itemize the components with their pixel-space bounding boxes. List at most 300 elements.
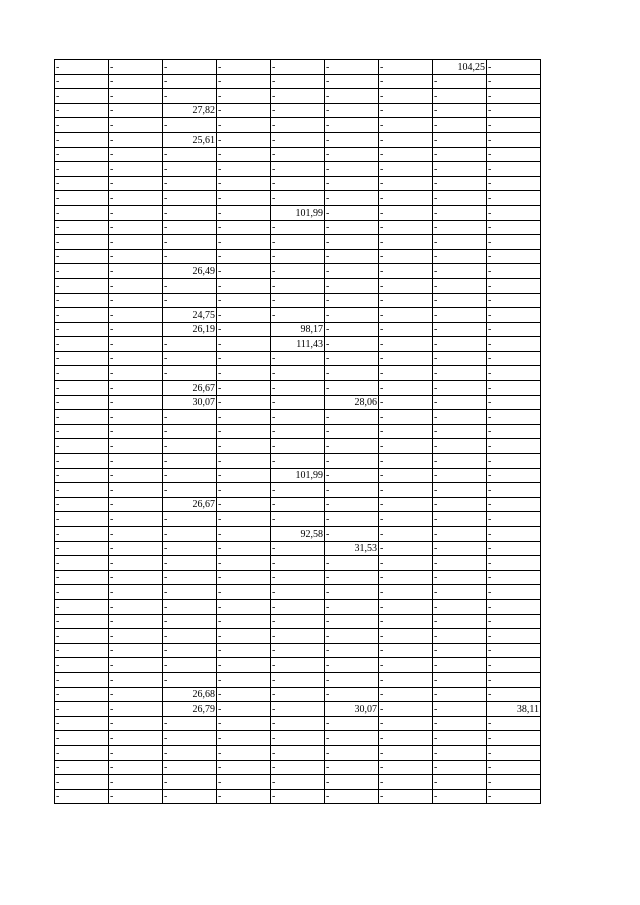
table-cell[interactable]: - xyxy=(487,629,541,644)
table-cell[interactable]: - xyxy=(487,322,541,337)
table-cell[interactable]: 28,06 xyxy=(325,395,379,410)
table-cell[interactable]: - xyxy=(487,731,541,746)
table-cell[interactable]: - xyxy=(109,424,163,439)
table-cell[interactable]: - xyxy=(217,570,271,585)
table-cell[interactable]: - xyxy=(109,147,163,162)
table-cell[interactable]: - xyxy=(163,570,217,585)
table-cell[interactable]: - xyxy=(109,60,163,75)
table-cell[interactable]: - xyxy=(433,395,487,410)
table-cell[interactable]: - xyxy=(271,264,325,279)
table-cell[interactable]: - xyxy=(271,89,325,104)
table-cell[interactable]: - xyxy=(271,381,325,396)
table-cell[interactable]: - xyxy=(379,629,433,644)
table-cell[interactable]: - xyxy=(379,132,433,147)
table-cell[interactable]: - xyxy=(217,468,271,483)
table-cell[interactable]: - xyxy=(433,147,487,162)
table-cell[interactable]: - xyxy=(487,162,541,177)
table-cell[interactable]: - xyxy=(109,74,163,89)
table-cell[interactable]: - xyxy=(433,410,487,425)
table-cell[interactable]: - xyxy=(487,716,541,731)
table-cell[interactable]: - xyxy=(217,103,271,118)
table-cell[interactable]: - xyxy=(271,658,325,673)
table-cell[interactable]: - xyxy=(163,789,217,804)
table-cell[interactable]: - xyxy=(163,89,217,104)
table-cell[interactable]: - xyxy=(55,264,109,279)
table-cell[interactable]: - xyxy=(325,249,379,264)
table-cell[interactable]: - xyxy=(379,205,433,220)
table-cell[interactable]: - xyxy=(487,395,541,410)
table-cell[interactable]: - xyxy=(271,702,325,717)
table-cell[interactable]: - xyxy=(433,789,487,804)
table-cell[interactable]: - xyxy=(433,249,487,264)
table-cell[interactable]: - xyxy=(325,527,379,542)
table-cell[interactable]: - xyxy=(217,541,271,556)
table-cell[interactable]: - xyxy=(55,658,109,673)
table-cell[interactable]: - xyxy=(379,775,433,790)
table-cell[interactable]: - xyxy=(55,556,109,571)
table-cell[interactable]: - xyxy=(433,118,487,133)
table-cell[interactable]: - xyxy=(487,103,541,118)
table-cell[interactable]: - xyxy=(55,424,109,439)
table-cell[interactable]: - xyxy=(379,716,433,731)
table-cell[interactable]: - xyxy=(487,541,541,556)
table-cell[interactable]: - xyxy=(433,351,487,366)
table-cell[interactable]: - xyxy=(379,235,433,250)
table-cell[interactable]: - xyxy=(109,293,163,308)
table-cell[interactable]: - xyxy=(433,599,487,614)
table-cell[interactable]: - xyxy=(271,118,325,133)
table-cell[interactable]: - xyxy=(433,220,487,235)
table-cell[interactable]: - xyxy=(163,541,217,556)
table-cell[interactable]: - xyxy=(109,118,163,133)
table-cell[interactable]: - xyxy=(109,205,163,220)
table-cell[interactable]: - xyxy=(433,775,487,790)
table-cell[interactable]: - xyxy=(325,716,379,731)
table-cell[interactable]: - xyxy=(379,497,433,512)
table-cell[interactable]: - xyxy=(55,731,109,746)
table-cell[interactable]: - xyxy=(379,599,433,614)
table-cell[interactable]: - xyxy=(55,629,109,644)
table-cell[interactable]: - xyxy=(379,789,433,804)
table-cell[interactable]: - xyxy=(109,745,163,760)
table-cell[interactable]: - xyxy=(217,599,271,614)
table-cell[interactable]: - xyxy=(109,220,163,235)
table-cell[interactable]: - xyxy=(109,235,163,250)
table-cell[interactable]: - xyxy=(55,541,109,556)
table-cell[interactable]: - xyxy=(487,249,541,264)
table-cell[interactable]: - xyxy=(271,614,325,629)
table-cell[interactable]: - xyxy=(379,395,433,410)
table-cell[interactable]: - xyxy=(109,308,163,323)
table-cell[interactable]: - xyxy=(433,570,487,585)
table-cell[interactable]: - xyxy=(109,570,163,585)
table-cell[interactable]: - xyxy=(433,235,487,250)
table-cell[interactable]: - xyxy=(271,497,325,512)
table-cell[interactable]: - xyxy=(271,366,325,381)
table-cell[interactable]: - xyxy=(433,760,487,775)
table-cell[interactable]: 26,67 xyxy=(163,381,217,396)
table-cell[interactable]: - xyxy=(163,716,217,731)
table-cell[interactable]: - xyxy=(109,643,163,658)
table-cell[interactable]: - xyxy=(109,264,163,279)
table-cell[interactable]: - xyxy=(163,745,217,760)
table-cell[interactable]: - xyxy=(487,775,541,790)
table-cell[interactable]: - xyxy=(109,103,163,118)
table-cell[interactable]: - xyxy=(487,410,541,425)
table-cell[interactable]: - xyxy=(487,454,541,469)
table-cell[interactable]: - xyxy=(217,191,271,206)
table-cell[interactable]: - xyxy=(325,322,379,337)
table-cell[interactable]: - xyxy=(379,147,433,162)
table-cell[interactable]: - xyxy=(109,483,163,498)
table-cell[interactable]: - xyxy=(271,687,325,702)
table-cell[interactable]: - xyxy=(163,351,217,366)
table-cell[interactable]: - xyxy=(487,308,541,323)
table-cell[interactable]: - xyxy=(433,687,487,702)
table-cell[interactable]: - xyxy=(487,424,541,439)
table-cell[interactable]: 26,79 xyxy=(163,702,217,717)
table-cell[interactable]: - xyxy=(325,424,379,439)
table-cell[interactable]: - xyxy=(379,351,433,366)
table-cell[interactable]: - xyxy=(109,541,163,556)
table-cell[interactable]: - xyxy=(487,527,541,542)
table-cell[interactable]: - xyxy=(271,60,325,75)
table-cell[interactable]: - xyxy=(163,162,217,177)
table-cell[interactable]: - xyxy=(271,512,325,527)
table-cell[interactable]: 25,61 xyxy=(163,132,217,147)
table-cell[interactable]: - xyxy=(379,454,433,469)
table-cell[interactable]: - xyxy=(271,278,325,293)
table-cell[interactable]: - xyxy=(55,702,109,717)
table-cell[interactable]: - xyxy=(433,541,487,556)
table-cell[interactable]: - xyxy=(271,410,325,425)
table-cell[interactable]: - xyxy=(217,424,271,439)
table-cell[interactable]: - xyxy=(55,410,109,425)
table-cell[interactable]: - xyxy=(433,483,487,498)
table-cell[interactable]: - xyxy=(217,147,271,162)
table-cell[interactable]: - xyxy=(55,118,109,133)
table-cell[interactable]: 26,19 xyxy=(163,322,217,337)
table-cell[interactable]: - xyxy=(325,687,379,702)
table-cell[interactable]: - xyxy=(271,220,325,235)
table-cell[interactable]: - xyxy=(163,599,217,614)
table-cell[interactable]: - xyxy=(325,118,379,133)
table-cell[interactable]: - xyxy=(379,249,433,264)
table-cell[interactable]: - xyxy=(271,147,325,162)
table-cell[interactable]: - xyxy=(217,775,271,790)
table-cell[interactable]: - xyxy=(55,162,109,177)
table-cell[interactable]: - xyxy=(325,658,379,673)
table-cell[interactable]: - xyxy=(55,454,109,469)
table-cell[interactable]: - xyxy=(433,614,487,629)
table-cell[interactable]: - xyxy=(379,74,433,89)
table-cell[interactable]: - xyxy=(55,716,109,731)
table-cell[interactable]: - xyxy=(433,308,487,323)
table-cell[interactable]: - xyxy=(55,249,109,264)
table-cell[interactable]: - xyxy=(109,176,163,191)
table-cell[interactable]: 104,25 xyxy=(433,60,487,75)
table-cell[interactable]: - xyxy=(487,760,541,775)
table-cell[interactable]: - xyxy=(433,672,487,687)
table-cell[interactable]: - xyxy=(433,264,487,279)
table-cell[interactable]: - xyxy=(217,337,271,352)
table-cell[interactable]: - xyxy=(163,483,217,498)
table-cell[interactable]: - xyxy=(163,527,217,542)
table-cell[interactable]: - xyxy=(433,89,487,104)
table-cell[interactable]: - xyxy=(271,483,325,498)
table-cell[interactable]: - xyxy=(487,585,541,600)
table-cell[interactable]: - xyxy=(163,731,217,746)
table-cell[interactable]: - xyxy=(163,672,217,687)
table-cell[interactable]: - xyxy=(109,497,163,512)
table-cell[interactable]: - xyxy=(163,410,217,425)
table-cell[interactable]: - xyxy=(379,527,433,542)
table-cell[interactable]: - xyxy=(55,512,109,527)
table-cell[interactable]: - xyxy=(217,293,271,308)
table-cell[interactable]: - xyxy=(109,716,163,731)
table-cell[interactable]: - xyxy=(433,132,487,147)
table-cell[interactable]: - xyxy=(379,381,433,396)
table-cell[interactable]: - xyxy=(271,541,325,556)
table-cell[interactable]: - xyxy=(55,60,109,75)
table-cell[interactable]: - xyxy=(271,789,325,804)
table-cell[interactable]: - xyxy=(217,235,271,250)
table-cell[interactable]: - xyxy=(325,585,379,600)
table-cell[interactable]: - xyxy=(109,351,163,366)
table-cell[interactable]: - xyxy=(55,235,109,250)
table-cell[interactable]: - xyxy=(217,497,271,512)
table-cell[interactable]: 98,17 xyxy=(271,322,325,337)
table-cell[interactable]: 101,99 xyxy=(271,205,325,220)
table-cell[interactable]: - xyxy=(487,118,541,133)
table-cell[interactable]: - xyxy=(271,424,325,439)
table-cell[interactable]: - xyxy=(325,176,379,191)
table-cell[interactable]: - xyxy=(217,264,271,279)
table-cell[interactable]: - xyxy=(217,789,271,804)
table-cell[interactable]: - xyxy=(487,337,541,352)
table-cell[interactable]: - xyxy=(433,585,487,600)
table-cell[interactable]: - xyxy=(55,351,109,366)
table-cell[interactable]: - xyxy=(325,366,379,381)
table-cell[interactable]: - xyxy=(487,439,541,454)
table-cell[interactable]: - xyxy=(55,483,109,498)
table-cell[interactable]: - xyxy=(271,249,325,264)
table-cell[interactable]: - xyxy=(487,89,541,104)
table-cell[interactable]: - xyxy=(109,468,163,483)
table-cell[interactable]: - xyxy=(379,308,433,323)
table-cell[interactable]: - xyxy=(487,658,541,673)
table-cell[interactable]: - xyxy=(217,512,271,527)
table-cell[interactable]: - xyxy=(379,658,433,673)
table-cell[interactable]: - xyxy=(379,760,433,775)
table-cell[interactable]: - xyxy=(271,716,325,731)
table-cell[interactable]: - xyxy=(163,191,217,206)
table-cell[interactable]: - xyxy=(109,702,163,717)
table-cell[interactable]: - xyxy=(217,687,271,702)
table-cell[interactable]: - xyxy=(325,760,379,775)
table-cell[interactable]: - xyxy=(55,337,109,352)
table-cell[interactable]: - xyxy=(325,468,379,483)
table-cell[interactable]: - xyxy=(55,643,109,658)
table-cell[interactable]: - xyxy=(487,672,541,687)
table-cell[interactable]: - xyxy=(55,89,109,104)
table-cell[interactable]: - xyxy=(379,103,433,118)
table-cell[interactable]: - xyxy=(433,322,487,337)
table-cell[interactable]: - xyxy=(217,322,271,337)
table-cell[interactable]: - xyxy=(109,658,163,673)
table-cell[interactable]: - xyxy=(55,760,109,775)
table-cell[interactable]: 111,43 xyxy=(271,337,325,352)
table-cell[interactable]: - xyxy=(325,629,379,644)
table-cell[interactable]: - xyxy=(433,103,487,118)
table-cell[interactable]: - xyxy=(325,220,379,235)
table-cell[interactable]: - xyxy=(217,205,271,220)
table-cell[interactable]: - xyxy=(379,556,433,571)
table-cell[interactable]: - xyxy=(487,366,541,381)
table-cell[interactable]: - xyxy=(379,337,433,352)
table-cell[interactable]: - xyxy=(109,512,163,527)
table-cell[interactable]: - xyxy=(109,760,163,775)
table-cell[interactable]: - xyxy=(217,410,271,425)
table-cell[interactable]: - xyxy=(433,629,487,644)
table-cell[interactable]: - xyxy=(55,308,109,323)
table-cell[interactable]: - xyxy=(433,293,487,308)
table-cell[interactable]: - xyxy=(163,424,217,439)
table-cell[interactable]: - xyxy=(487,220,541,235)
table-cell[interactable]: - xyxy=(217,176,271,191)
table-cell[interactable]: - xyxy=(325,337,379,352)
table-cell[interactable]: - xyxy=(379,118,433,133)
table-cell[interactable]: - xyxy=(379,570,433,585)
table-cell[interactable]: - xyxy=(325,293,379,308)
table-cell[interactable]: 27,82 xyxy=(163,103,217,118)
table-cell[interactable]: - xyxy=(271,162,325,177)
table-cell[interactable]: - xyxy=(433,176,487,191)
table-cell[interactable]: - xyxy=(271,351,325,366)
table-cell[interactable]: - xyxy=(487,205,541,220)
table-cell[interactable]: - xyxy=(217,745,271,760)
table-cell[interactable]: - xyxy=(163,278,217,293)
table-cell[interactable]: - xyxy=(271,103,325,118)
table-cell[interactable]: - xyxy=(325,454,379,469)
table-cell[interactable]: - xyxy=(163,118,217,133)
table-cell[interactable]: - xyxy=(217,366,271,381)
table-cell[interactable]: - xyxy=(217,118,271,133)
table-cell[interactable]: - xyxy=(109,789,163,804)
table-cell[interactable]: - xyxy=(163,439,217,454)
table-cell[interactable]: 24,75 xyxy=(163,308,217,323)
table-cell[interactable]: - xyxy=(55,570,109,585)
table-cell[interactable]: - xyxy=(433,702,487,717)
table-cell[interactable]: - xyxy=(379,541,433,556)
table-cell[interactable]: - xyxy=(325,308,379,323)
table-cell[interactable]: - xyxy=(55,468,109,483)
table-cell[interactable]: - xyxy=(271,439,325,454)
table-cell[interactable]: - xyxy=(433,381,487,396)
table-cell[interactable]: - xyxy=(325,264,379,279)
table-cell[interactable]: - xyxy=(163,629,217,644)
table-cell[interactable]: - xyxy=(163,760,217,775)
table-cell[interactable]: - xyxy=(163,643,217,658)
table-cell[interactable]: - xyxy=(433,162,487,177)
table-cell[interactable]: - xyxy=(379,264,433,279)
table-cell[interactable]: - xyxy=(325,570,379,585)
table-cell[interactable]: - xyxy=(325,643,379,658)
table-cell[interactable]: - xyxy=(109,614,163,629)
table-cell[interactable]: - xyxy=(163,366,217,381)
table-cell[interactable]: - xyxy=(217,278,271,293)
table-cell[interactable]: - xyxy=(217,162,271,177)
table-cell[interactable]: - xyxy=(109,249,163,264)
table-cell[interactable]: - xyxy=(109,395,163,410)
table-cell[interactable]: - xyxy=(271,191,325,206)
table-cell[interactable]: - xyxy=(325,775,379,790)
table-cell[interactable]: - xyxy=(487,497,541,512)
table-cell[interactable]: - xyxy=(271,235,325,250)
table-cell[interactable]: - xyxy=(487,278,541,293)
table-cell[interactable]: - xyxy=(379,672,433,687)
table-cell[interactable]: - xyxy=(379,731,433,746)
table-cell[interactable]: - xyxy=(109,775,163,790)
table-cell[interactable]: - xyxy=(325,103,379,118)
table-cell[interactable]: - xyxy=(163,147,217,162)
table-cell[interactable]: - xyxy=(487,381,541,396)
table-cell[interactable]: - xyxy=(55,789,109,804)
table-cell[interactable]: - xyxy=(109,687,163,702)
table-cell[interactable]: - xyxy=(433,468,487,483)
table-cell[interactable]: - xyxy=(217,220,271,235)
table-cell[interactable]: - xyxy=(55,293,109,308)
table-cell[interactable]: - xyxy=(487,687,541,702)
table-cell[interactable]: 31,53 xyxy=(325,541,379,556)
table-cell[interactable]: - xyxy=(109,132,163,147)
table-cell[interactable]: - xyxy=(487,60,541,75)
table-cell[interactable]: - xyxy=(433,716,487,731)
table-cell[interactable]: - xyxy=(379,585,433,600)
table-cell[interactable]: - xyxy=(55,278,109,293)
table-cell[interactable]: - xyxy=(163,293,217,308)
table-cell[interactable]: - xyxy=(325,191,379,206)
table-cell[interactable]: - xyxy=(217,760,271,775)
table-cell[interactable]: - xyxy=(325,162,379,177)
table-cell[interactable]: - xyxy=(217,351,271,366)
table-cell[interactable]: - xyxy=(487,789,541,804)
table-cell[interactable]: - xyxy=(487,599,541,614)
table-cell[interactable]: - xyxy=(109,454,163,469)
table-cell[interactable]: - xyxy=(379,60,433,75)
table-cell[interactable]: - xyxy=(271,570,325,585)
table-cell[interactable]: - xyxy=(217,132,271,147)
table-cell[interactable]: - xyxy=(55,614,109,629)
table-cell[interactable]: - xyxy=(433,191,487,206)
table-cell[interactable]: 101,99 xyxy=(271,468,325,483)
table-cell[interactable]: - xyxy=(55,527,109,542)
table-cell[interactable]: - xyxy=(55,191,109,206)
table-cell[interactable]: - xyxy=(217,308,271,323)
table-cell[interactable]: - xyxy=(55,775,109,790)
table-cell[interactable]: - xyxy=(325,74,379,89)
table-cell[interactable]: - xyxy=(217,454,271,469)
table-cell[interactable]: - xyxy=(55,439,109,454)
table-cell[interactable]: - xyxy=(217,643,271,658)
table-cell[interactable]: - xyxy=(325,483,379,498)
table-cell[interactable]: - xyxy=(217,556,271,571)
table-cell[interactable]: - xyxy=(379,366,433,381)
table-cell[interactable]: - xyxy=(55,585,109,600)
table-cell[interactable]: - xyxy=(55,205,109,220)
table-cell[interactable]: - xyxy=(487,643,541,658)
table-cell[interactable]: - xyxy=(271,760,325,775)
